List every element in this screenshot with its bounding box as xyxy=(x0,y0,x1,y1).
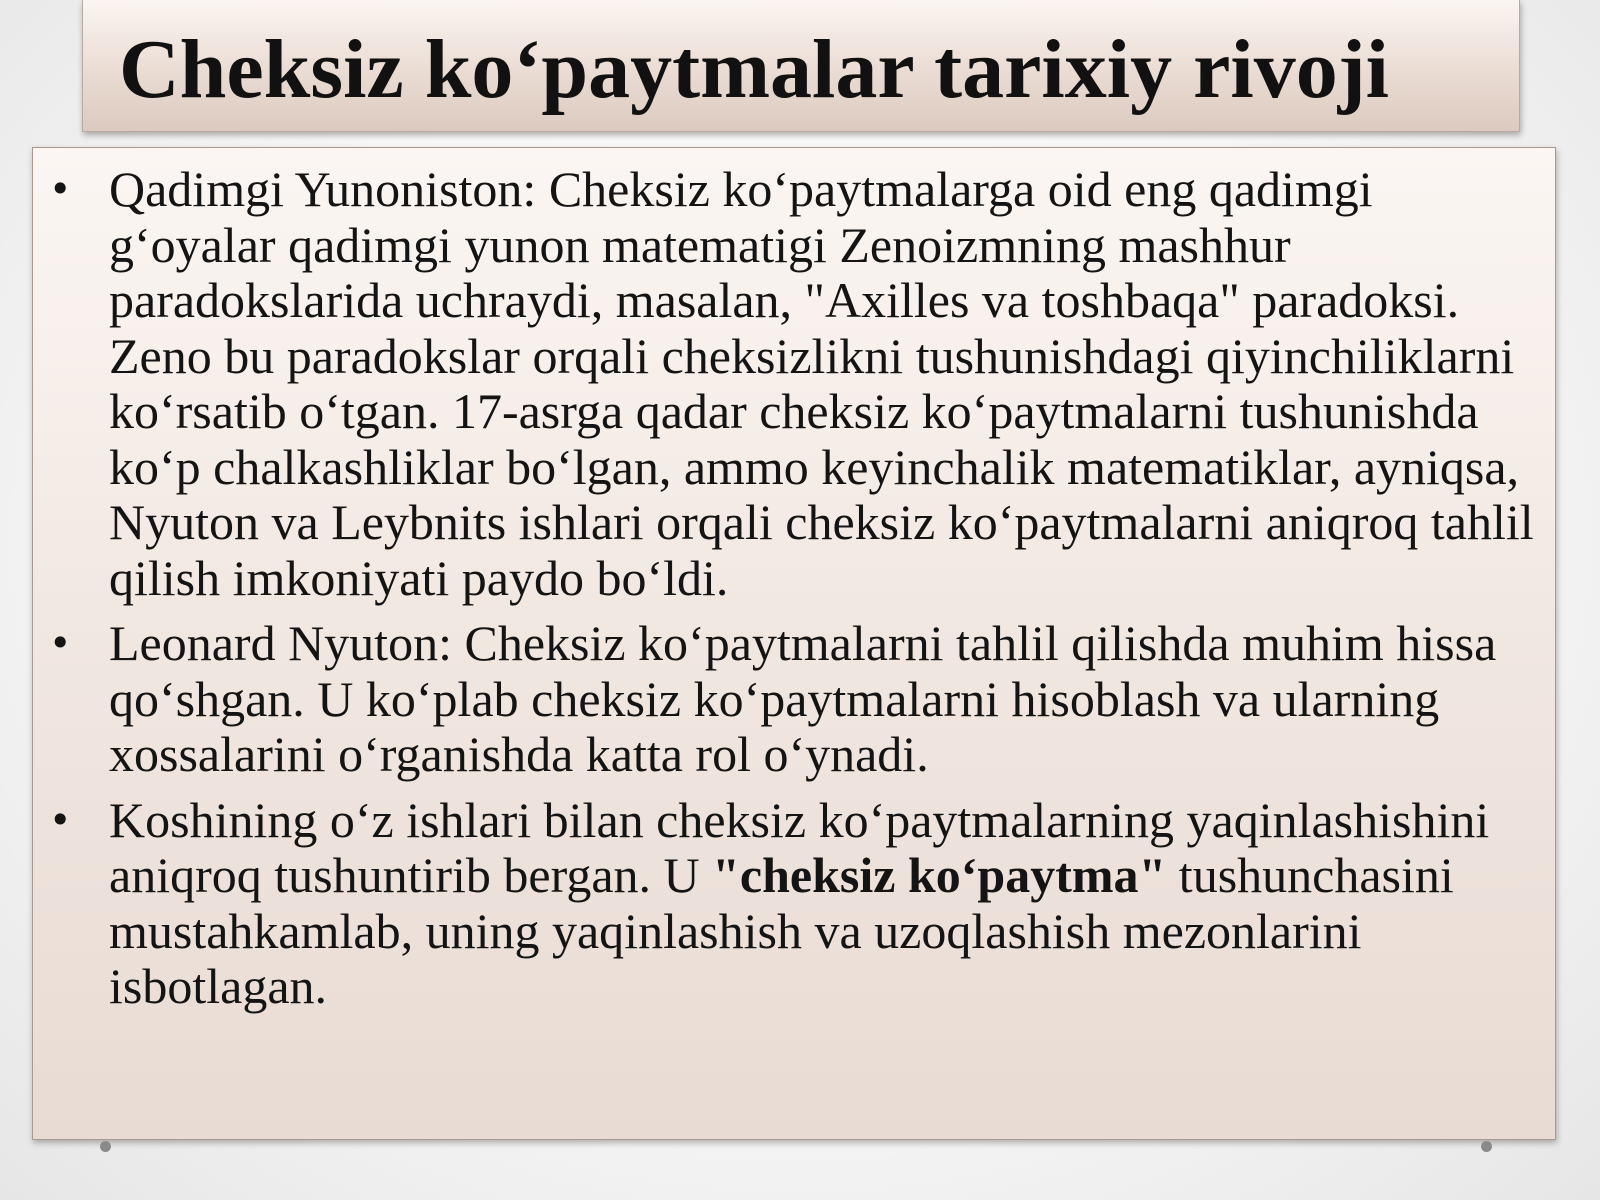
corner-dot-right xyxy=(1481,1141,1492,1152)
bullet-dot-icon: • xyxy=(49,167,72,211)
slide-title: Cheksiz ko‘paytmalar tarixiy rivoji xyxy=(119,23,1390,116)
bullet-dot-icon: • xyxy=(49,797,72,842)
bullet-text-part: Koshining o‘z ishlari bilan cheksiz ko‘paytmalarning yaqinlashishini aniqroq tushuntirib bergan. U xyxy=(109,791,1490,903)
bullet-text-bold: "cheksiz ko‘paytma" xyxy=(712,847,1167,903)
bullet-item-ancient-greece xyxy=(33,162,1555,606)
slide-content-box xyxy=(32,147,1556,1140)
bullet-dot-icon: • xyxy=(49,621,72,665)
bullet-item-cauchy xyxy=(33,793,1555,1015)
bullet-text: Qadimgi Yunoniston: Cheksiz ko‘paytmalarga oid eng qadimgi g‘oyalar qadimgi yunon matematigi Zenoizmning mashhur paradokslarida uchraydi, masalan, "Axilles va toshbaqa" paradoksi. Zeno bu paradokslar orqali cheksizlikni tushunishdagi qiyinchiliklarni ko‘rsatib o‘tgan. 17-asrga qadar cheksiz ko‘paytmalarni tushunishda ko‘p chalkashliklar bo‘lgan, ammo keyinchalik matematiklar, ayniqsa, Nyuton va Leybnits ishlari orqali cheksiz ko‘paytmalarni aniqroq tahlil qilish imkoniyati paydo bo‘ldi. xyxy=(109,161,1534,606)
bullet-text xyxy=(109,792,1489,1015)
bullet-list xyxy=(33,162,1555,1025)
corner-dot-left xyxy=(100,1141,111,1152)
bullet-text: Leonard Nyuton: Cheksiz ko‘paytmalarni tahlil qilishda muhim hissa qo‘shgan. U ko‘plab cheksiz ko‘paytmalarni hisoblash va ularning xossalarini o‘rganishda katta rol o‘ynadi. xyxy=(109,615,1497,782)
bullet-text-part: tushunchasini mustahkamlab, uning yaqinlashish va uzoqlashish mezonlarini isbotlagan. xyxy=(109,847,1454,1014)
slide-title-box xyxy=(82,0,1520,132)
bullet-item-newton xyxy=(33,616,1555,783)
